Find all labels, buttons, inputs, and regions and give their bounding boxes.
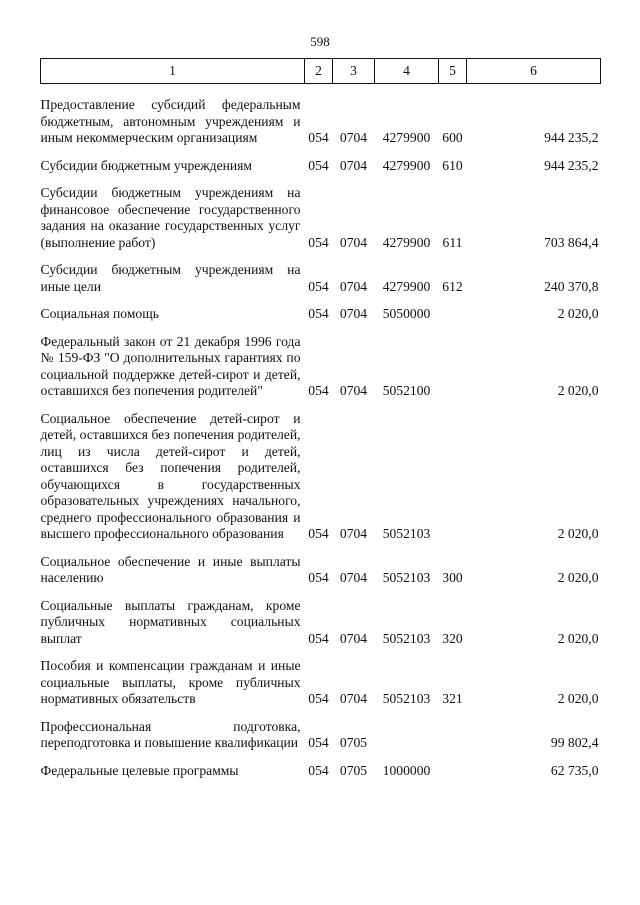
row-expense: 300 bbox=[442, 570, 463, 585]
row-ministry: 054 bbox=[308, 630, 329, 646]
table-body bbox=[41, 84, 601, 780]
row-section: 0704 bbox=[339, 570, 368, 585]
row-name: Федеральные целевые программы bbox=[40, 762, 239, 778]
table-row bbox=[41, 587, 601, 648]
row-section: 0704 bbox=[339, 630, 368, 646]
row-expense bbox=[439, 400, 467, 543]
row-amount: 944 235,2 bbox=[544, 130, 599, 145]
row-ministry: 054 bbox=[308, 383, 329, 398]
row-ministry: 054 bbox=[308, 306, 329, 321]
header-col-3: 3 bbox=[333, 59, 375, 84]
row-amount: 240 370,8 bbox=[544, 278, 599, 294]
row-ministry: 054 bbox=[308, 526, 329, 541]
budget-table bbox=[40, 58, 601, 779]
row-expense: 610 bbox=[442, 157, 463, 173]
row-section: 0704 bbox=[339, 691, 368, 706]
row-name: Федеральный закон от 21 декабря 1996 года № 159-ФЗ "О дополнительных гарантиях по социальной поддержке детей-сирот и детей, оставшихся без попечения родителей" bbox=[40, 333, 301, 398]
row-ministry: 054 bbox=[308, 234, 329, 250]
row-section: 0704 bbox=[339, 383, 368, 398]
row-ministry: 054 bbox=[308, 691, 329, 706]
row-amount: 62 735,0 bbox=[550, 762, 599, 778]
row-name: Социальная помощь bbox=[40, 306, 159, 321]
row-name: Предоставление субсидий федеральным бюджетным, автономным учреждениям и иным некоммерческим организациям bbox=[40, 97, 301, 145]
row-article: 5050000 bbox=[382, 306, 431, 321]
table-row bbox=[41, 323, 601, 400]
row-article: 5052103 bbox=[382, 526, 431, 541]
row-expense bbox=[439, 708, 467, 752]
header-col-4: 4 bbox=[375, 59, 439, 84]
row-section: 0704 bbox=[339, 157, 368, 173]
table-row bbox=[41, 295, 601, 323]
table-header-row bbox=[41, 59, 601, 84]
row-section: 0704 bbox=[339, 234, 368, 250]
row-article: 5052103 bbox=[382, 570, 431, 585]
row-name: Субсидии бюджетным учреждениям на финансовое обеспечение государственного задания на оказание государственных услуг (выполнение работ) bbox=[40, 185, 301, 250]
row-expense: 612 bbox=[442, 278, 463, 294]
row-article: 4279900 bbox=[382, 130, 431, 145]
row-amount: 2 020,0 bbox=[557, 630, 599, 646]
row-name: Социальное обеспечение и иные выплаты населению bbox=[40, 553, 301, 585]
row-name: Пособия и компенсации гражданам и иные социальные выплаты, кроме публичных нормативных обязательств bbox=[40, 658, 301, 706]
row-article: 5052103 bbox=[382, 630, 431, 646]
row-expense: 600 bbox=[442, 130, 463, 145]
row-article: 5052100 bbox=[382, 383, 431, 398]
row-name: Социальное обеспечение детей-сирот и детей, оставшихся без попечения родителей, лиц из числа детей-сирот и детей, оставшихся без попечения родителей, обучающихся в государственных образовательных учреждениях начального, среднего профессионального образования и высшего профессионального образования bbox=[40, 410, 301, 541]
row-ministry: 054 bbox=[308, 157, 329, 173]
table-row bbox=[41, 251, 601, 295]
row-section: 0704 bbox=[339, 306, 368, 321]
table-row bbox=[41, 752, 601, 780]
row-article bbox=[375, 708, 439, 752]
page-number: 598 bbox=[310, 34, 330, 49]
row-amount: 2 020,0 bbox=[557, 691, 599, 706]
row-amount: 2 020,0 bbox=[557, 306, 599, 321]
row-ministry: 054 bbox=[308, 735, 329, 750]
row-ministry: 054 bbox=[308, 278, 329, 294]
row-expense bbox=[439, 752, 467, 780]
row-section: 0704 bbox=[339, 526, 368, 541]
header-col-2: 2 bbox=[305, 59, 333, 84]
row-ministry: 054 bbox=[308, 570, 329, 585]
row-expense: 320 bbox=[442, 630, 463, 646]
row-ministry: 054 bbox=[308, 130, 329, 145]
table-row bbox=[41, 400, 601, 543]
row-ministry: 054 bbox=[308, 762, 329, 778]
header-col-1: 1 bbox=[41, 59, 305, 84]
row-name: Социальные выплаты гражданам, кроме публичных нормативных социальных выплат bbox=[40, 597, 301, 646]
row-section: 0705 bbox=[339, 735, 368, 750]
row-name: Профессиональная подготовка, переподготовка и повышение квалификации bbox=[40, 718, 301, 750]
table-row bbox=[41, 174, 601, 251]
table-row bbox=[41, 543, 601, 587]
header-col-5: 5 bbox=[439, 59, 467, 84]
row-article: 1000000 bbox=[382, 762, 431, 778]
row-article: 5052103 bbox=[382, 691, 431, 706]
row-amount: 99 802,4 bbox=[550, 735, 599, 750]
row-amount: 2 020,0 bbox=[557, 570, 599, 585]
row-article: 4279900 bbox=[382, 157, 431, 173]
table-row bbox=[41, 708, 601, 752]
row-amount: 2 020,0 bbox=[557, 383, 599, 398]
row-expense: 611 bbox=[442, 234, 463, 250]
row-section: 0704 bbox=[339, 278, 368, 294]
table-row bbox=[41, 147, 601, 175]
row-amount: 2 020,0 bbox=[557, 526, 599, 541]
row-section: 0705 bbox=[339, 762, 368, 778]
row-article: 4279900 bbox=[382, 278, 431, 294]
header-col-6: 6 bbox=[467, 59, 601, 84]
row-article: 4279900 bbox=[382, 234, 431, 250]
row-name: Субсидии бюджетным учреждениям на иные цели bbox=[40, 262, 301, 294]
row-amount: 944 235,2 bbox=[544, 157, 599, 173]
table-row bbox=[41, 84, 601, 147]
row-expense bbox=[439, 323, 467, 400]
row-amount: 703 864,4 bbox=[544, 234, 599, 250]
row-section: 0704 bbox=[339, 130, 368, 145]
row-expense bbox=[439, 295, 467, 323]
row-expense: 321 bbox=[442, 691, 463, 706]
row-name: Субсидии бюджетным учреждениям bbox=[40, 157, 253, 173]
table-row bbox=[41, 647, 601, 708]
